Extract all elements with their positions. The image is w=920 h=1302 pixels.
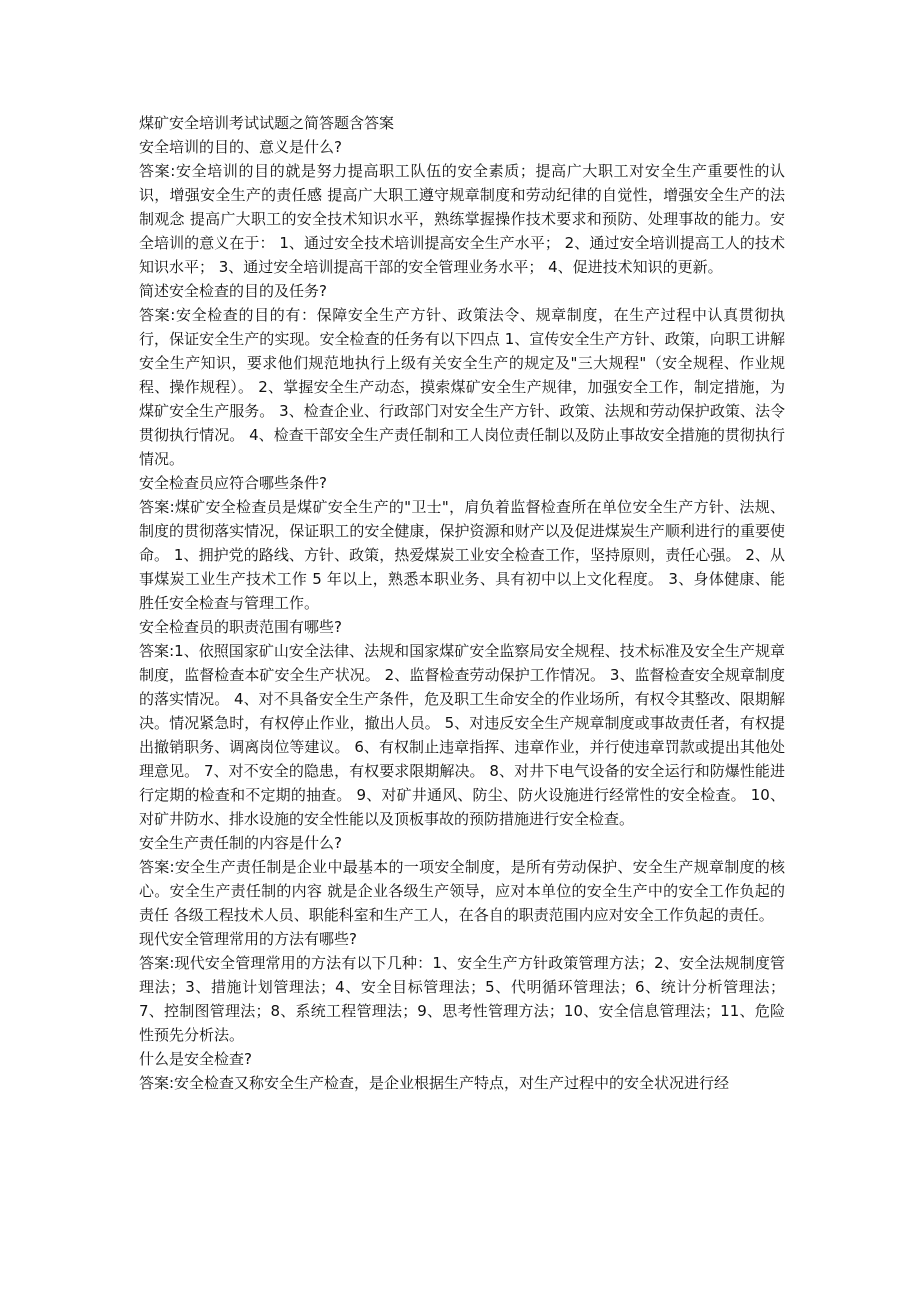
question-2: 简述安全检查的目的及任务?	[139, 282, 327, 300]
question-5: 安全生产责任制的内容是什么?	[139, 834, 342, 852]
answer-7: 答案:安全检查又称安全生产检查，是企业根据生产特点，对生产过程中的安全状况进行经	[139, 1074, 730, 1092]
question-4: 安全检查员的职责范围有哪些?	[139, 618, 342, 636]
question-1: 安全培训的目的、意义是什么?	[139, 138, 342, 156]
answer-6: 答案:现代安全管理常用的方法有以下几种：1、安全生产方针政策管理方法；2、安全法规制度管理法；3、措施计划管理法；4、安全目标管理法；5、代明循环管理法；6、统计分析管理法；7、控制图管理法；8、系统工程管理法；9、思考性管理方法；10、安全信息管理法；11、危险性预先分析法。	[139, 954, 785, 1044]
document-title: 煤矿安全培训考试试题之简答题含答案	[139, 114, 395, 132]
answer-3: 答案:煤矿安全检查员是煤矿安全生产的"卫士"，肩负着监督检查所在单位安全生产方针、法规、制度的贯彻落实情况，保证职工的安全健康，保护资源和财产以及促进煤炭生产顺利进行的重要使命。 1、拥护党的路线、方针、政策，热爱煤炭工业安全检查工作，坚持原则，责任心强。 2、从事煤炭工业生产技术工作 5 年以上，熟悉本职业务、具有初中以上文化程度。 3、身体健康、能胜任安全检查与管理工作。	[139, 498, 785, 612]
answer-5: 答案:安全生产责任制是企业中最基本的一项安全制度，是所有劳动保护、安全生产规章制度的核心。安全生产责任制的内容 就是企业各级生产领导，应对本单位的安全生产中的安全工作负起的责任 各级工程技术人员、职能科室和生产工人，在各自的职责范围内应对安全工作负起的责任。	[139, 858, 785, 924]
question-6: 现代安全管理常用的方法有哪些?	[139, 930, 357, 948]
answer-4: 答案:1、依照国家矿山安全法律、法规和国家煤矿安全监察局安全规程、技术标准及安全生产规章制度，监督检查本矿安全生产状况。 2、监督检查劳动保护工作情况。 3、监督检查安全规章制度的落实情况。 4、对不具备安全生产条件，危及职工生命安全的作业场所，有权令其整改、限期解决。情况紧急时，有权停止作业，撤出人员。 5、对违反安全生产规章制度或事故责任者，有权提出撤销职务、调离岗位等建议。 6、有权制止违章指挥、违章作业，并行使违章罚款或提出其他处理意见。 7、对不安全的隐患，有权要求限期解决。 8、对井下电气设备的安全运行和防爆性能进行定期的检查和不定期的抽查。 9、对矿井通风、防尘、防火设施进行经常性的安全检查。 10、对矿井防水、排水设施的安全性能以及顶板事故的预防措施进行安全检查。	[139, 642, 785, 828]
question-3: 安全检查员应符合哪些条件?	[139, 474, 327, 492]
question-7: 什么是安全检查?	[139, 1050, 252, 1068]
answer-2: 答案:安全检查的目的有：保障安全生产方针、政策法令、规章制度，在生产过程中认真贯彻执行，保证安全生产的实现。安全检查的任务有以下四点 1、宣传安全生产方针、政策，向职工讲解安全生产知识，要求他们规范地执行上级有关安全生产的规定及"三大规程"（安全规程、作业规程、操作规程）。 2、掌握安全生产动态，摸索煤矿安全生产规律，加强安全工作，制定措施，为煤矿安全生产服务。 3、检查企业、行政部门对安全生产方针、政策、法规和劳动保护政策、法令贯彻执行情况。 4、检查干部安全生产责任制和工人岗位责任制以及防止事故安全措施的贯彻执行情况。	[139, 306, 785, 468]
answer-1: 答案:安全培训的目的就是努力提高职工队伍的安全素质；提高广大职工对安全生产重要性的认识，增强安全生产的责任感 提高广大职工遵守规章制度和劳动纪律的自觉性，增强安全生产的法制观念 提高广大职工的安全技术知识水平，熟练掌握操作技术要求和预防、处理事故的能力。安全培训的意义在于： 1、通过安全技术培训提高安全生产水平； 2、通过安全培训提高工人的技术知识水平； 3、通过安全培训提高干部的安全管理业务水平； 4、促进技术知识的更新。	[139, 162, 785, 276]
document-body	[139, 111, 785, 1095]
